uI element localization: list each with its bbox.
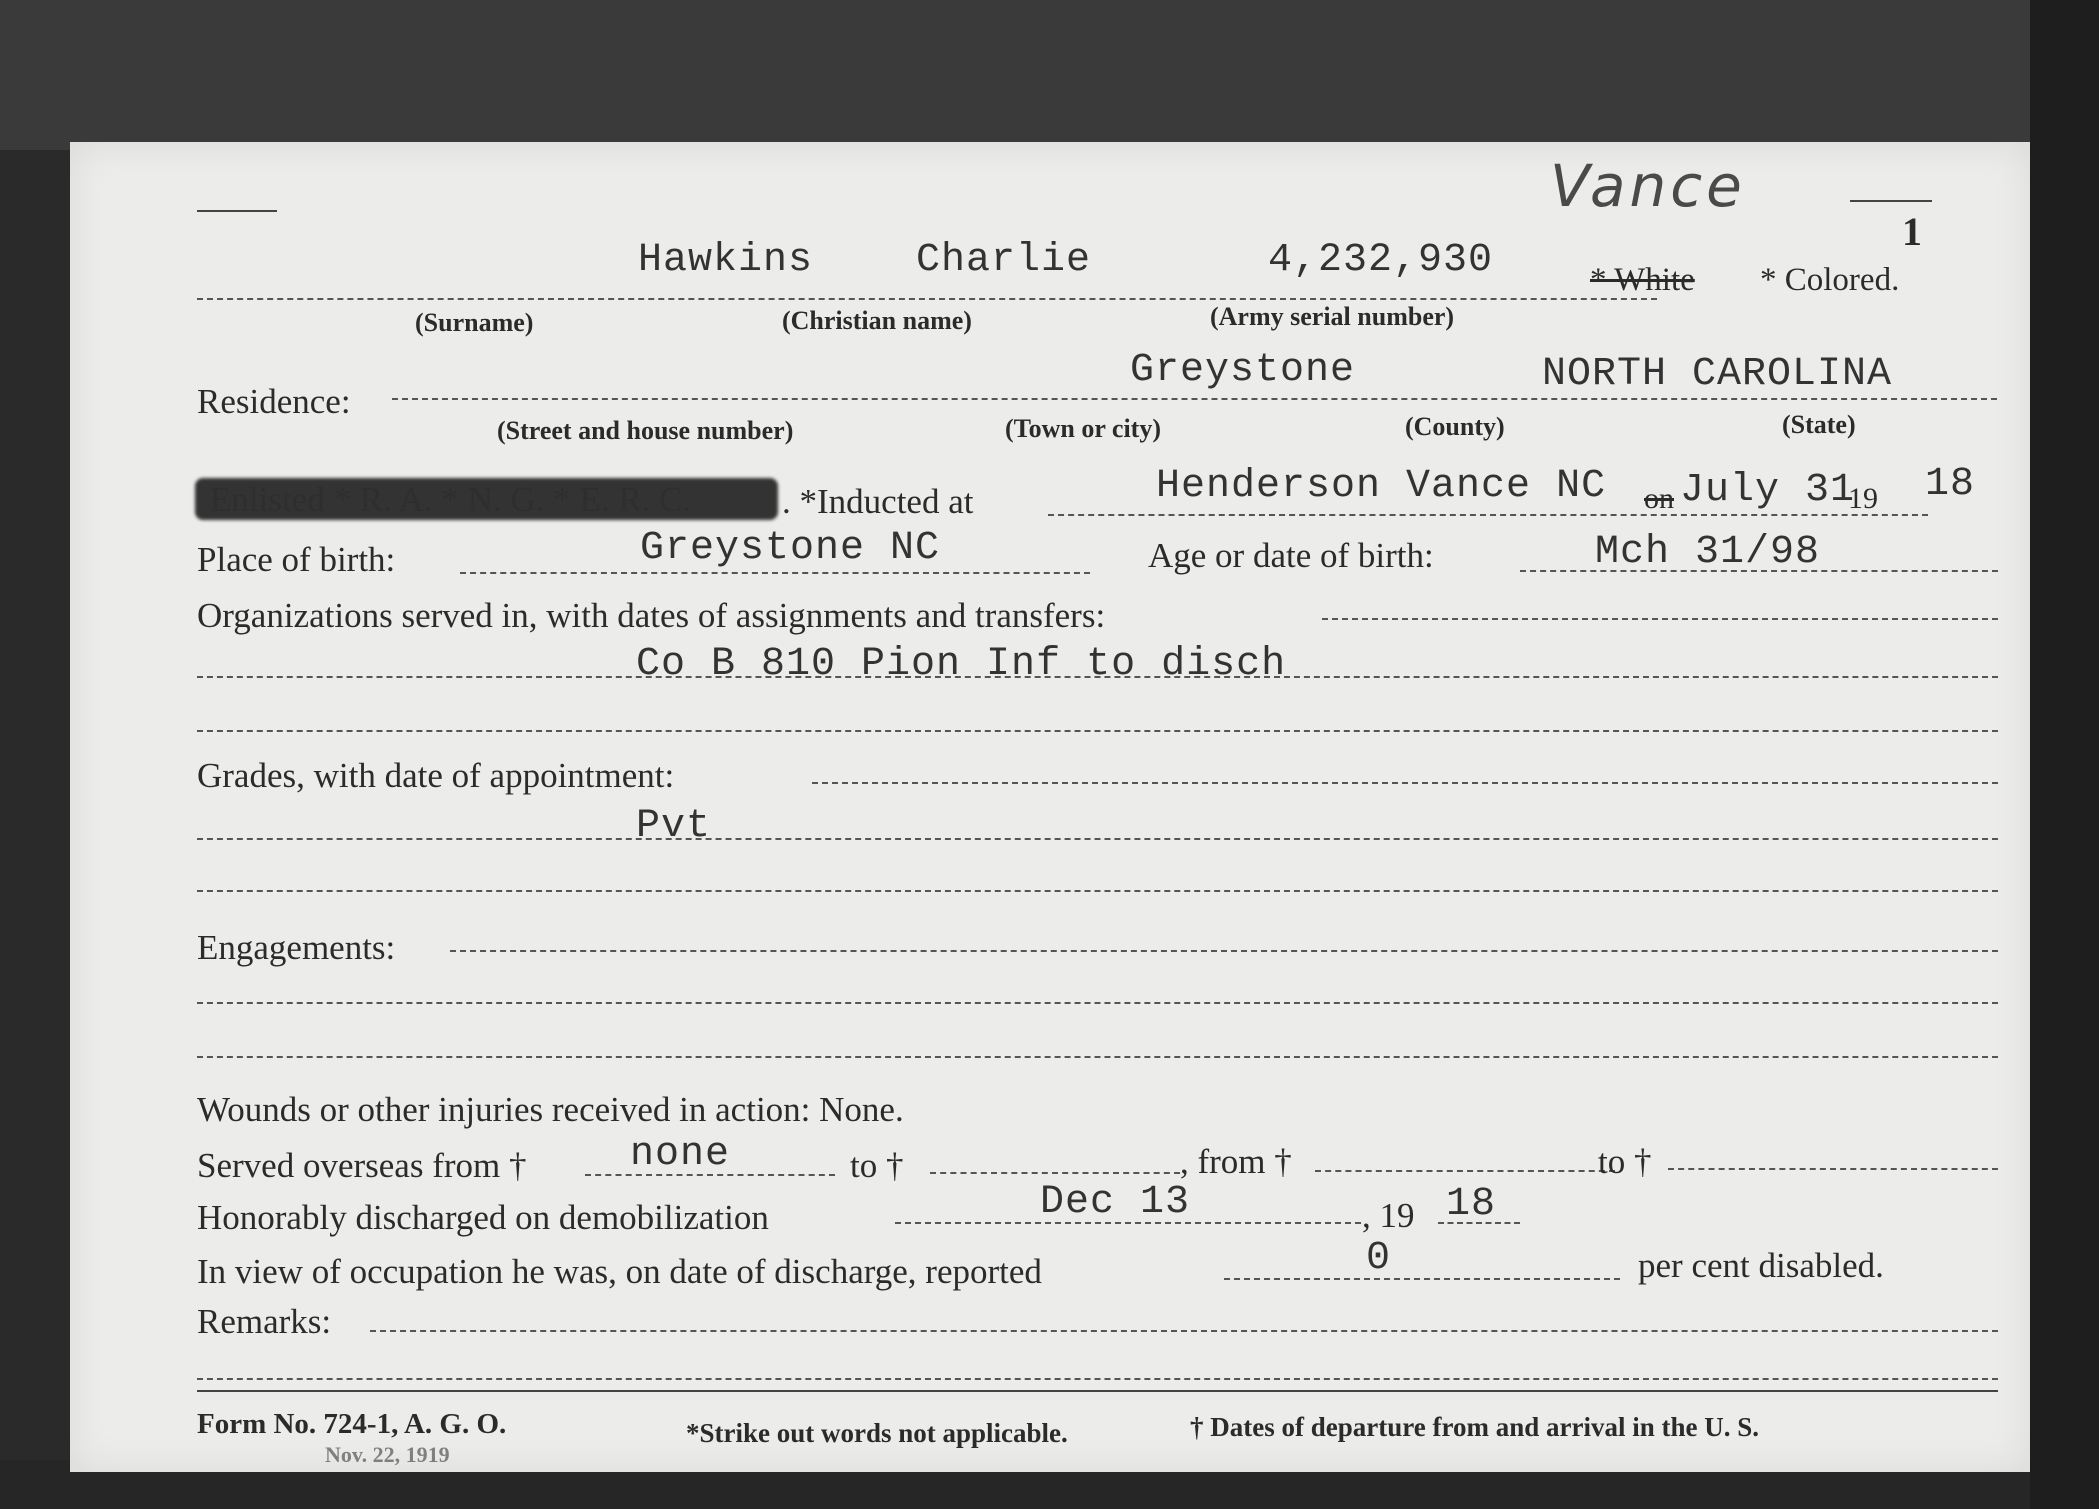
remarks-line-1 — [370, 1330, 1998, 1332]
caption-street: (Street and house number) — [497, 416, 794, 445]
footnote-strike-out: *Strike out words not applicable. — [686, 1418, 1068, 1448]
overseas-to2-label: to † — [1598, 1142, 1652, 1181]
induction-year-value: 18 — [1925, 462, 1976, 507]
discharge-label: Honorably discharged on demobilization — [197, 1198, 769, 1237]
discharge-year-prefix: , 19 — [1362, 1196, 1415, 1235]
organizations-line-3 — [197, 730, 1998, 732]
enlisted-struck-text: Enlisted * R. A. * N. G. * E. R. C. — [210, 480, 692, 519]
birth-date-value: Mch 31/98 — [1595, 530, 1821, 575]
remarks-label: Remarks: — [197, 1302, 332, 1341]
induction-date-value: July 31 — [1680, 468, 1856, 513]
grades-label: Grades, with date of appointment: — [197, 756, 675, 795]
age-label: Age or date of birth: — [1148, 536, 1434, 575]
induction-year-prefix: 19 — [1848, 482, 1878, 515]
place-of-birth-label: Place of birth: — [197, 540, 396, 579]
induction-place-value: Henderson Vance NC — [1156, 464, 1607, 509]
top-left-mark — [197, 210, 277, 212]
residence-state-value: NORTH CAROLINA — [1542, 352, 1893, 397]
race-colored: * Colored. — [1760, 262, 1900, 298]
discharge-date-line — [895, 1222, 1361, 1224]
overseas-from-value: none — [630, 1132, 731, 1177]
race-white-struck: * White — [1590, 262, 1695, 298]
grades-line-1 — [812, 782, 1998, 784]
background-right — [2030, 0, 2099, 1509]
surname-value: Hawkins — [638, 238, 814, 283]
form-date: Nov. 22, 1919 — [325, 1442, 450, 1467]
engagements-line-3 — [197, 1056, 1998, 1058]
overseas-from2-label: , from † — [1180, 1142, 1292, 1181]
service-record-card — [70, 142, 2030, 1472]
overseas-to-label: to † — [850, 1146, 904, 1185]
residence-town-value: Greystone — [1130, 348, 1356, 393]
overseas-from2-line — [1315, 1170, 1615, 1172]
card-number: 1 — [1902, 209, 1922, 254]
place-of-birth-line — [460, 572, 1090, 574]
birth-date-line — [1520, 570, 1998, 572]
form-number: Form No. 724-1, A. G. O. — [197, 1408, 507, 1440]
engagements-line-2 — [197, 1002, 1998, 1004]
wounds-label: Wounds or other injuries received in action: None. — [197, 1090, 904, 1129]
residence-label: Residence: — [197, 382, 351, 421]
caption-town: (Town or city) — [1005, 414, 1161, 443]
footer-rule — [197, 1390, 1998, 1392]
overseas-from-line — [585, 1174, 835, 1176]
overseas-to2-line — [1668, 1168, 1998, 1170]
disability-line — [1224, 1278, 1620, 1280]
footnote-dates: † Dates of departure from and arrival in the U. S. — [1190, 1412, 1759, 1442]
caption-christian-name: (Christian name) — [782, 306, 972, 335]
disability-label: In view of occupation he was, on date of discharge, reported — [197, 1252, 1042, 1291]
disability-suffix: per cent disabled. — [1638, 1246, 1884, 1285]
engagements-label: Engagements: — [197, 928, 396, 967]
organizations-line-2 — [197, 676, 1998, 678]
discharge-year-line — [1438, 1222, 1520, 1224]
overseas-to-line — [930, 1172, 1180, 1174]
organizations-label: Organizations served in, with dates of assignments and transfers: — [197, 596, 1106, 635]
place-of-birth-value: Greystone NC — [640, 526, 941, 571]
on-label-struck: on — [1644, 482, 1674, 515]
discharge-year-value: 18 — [1446, 1182, 1497, 1227]
handwritten-county-note: Vance — [1550, 152, 1746, 220]
christian-name-value: Charlie — [916, 238, 1092, 283]
organizations-line-1 — [1322, 618, 1998, 620]
grades-value: Pvt — [636, 804, 712, 849]
grades-line-2 — [197, 838, 1998, 840]
inducted-at-label: . *Inducted at — [782, 482, 974, 521]
discharge-date-value: Dec 13 — [1040, 1180, 1191, 1225]
top-right-mark — [1850, 200, 1932, 202]
caption-state: (State) — [1782, 410, 1856, 439]
induction-line — [1048, 514, 1928, 516]
caption-surname: (Surname) — [415, 308, 534, 337]
caption-serial: (Army serial number) — [1210, 302, 1455, 331]
remarks-line-2 — [197, 1378, 1998, 1380]
disability-value: 0 — [1366, 1236, 1392, 1281]
organizations-value: Co B 810 Pion Inf to disch — [636, 642, 1287, 687]
overseas-label: Served overseas from † — [197, 1146, 527, 1185]
engagements-line-1 — [450, 950, 1998, 952]
caption-county: (County) — [1405, 412, 1505, 441]
name-line — [197, 298, 1657, 300]
residence-line — [392, 398, 1997, 400]
grades-line-3 — [197, 890, 1998, 892]
serial-number-value: 4,232,930 — [1268, 238, 1494, 283]
background-top — [0, 0, 2099, 150]
